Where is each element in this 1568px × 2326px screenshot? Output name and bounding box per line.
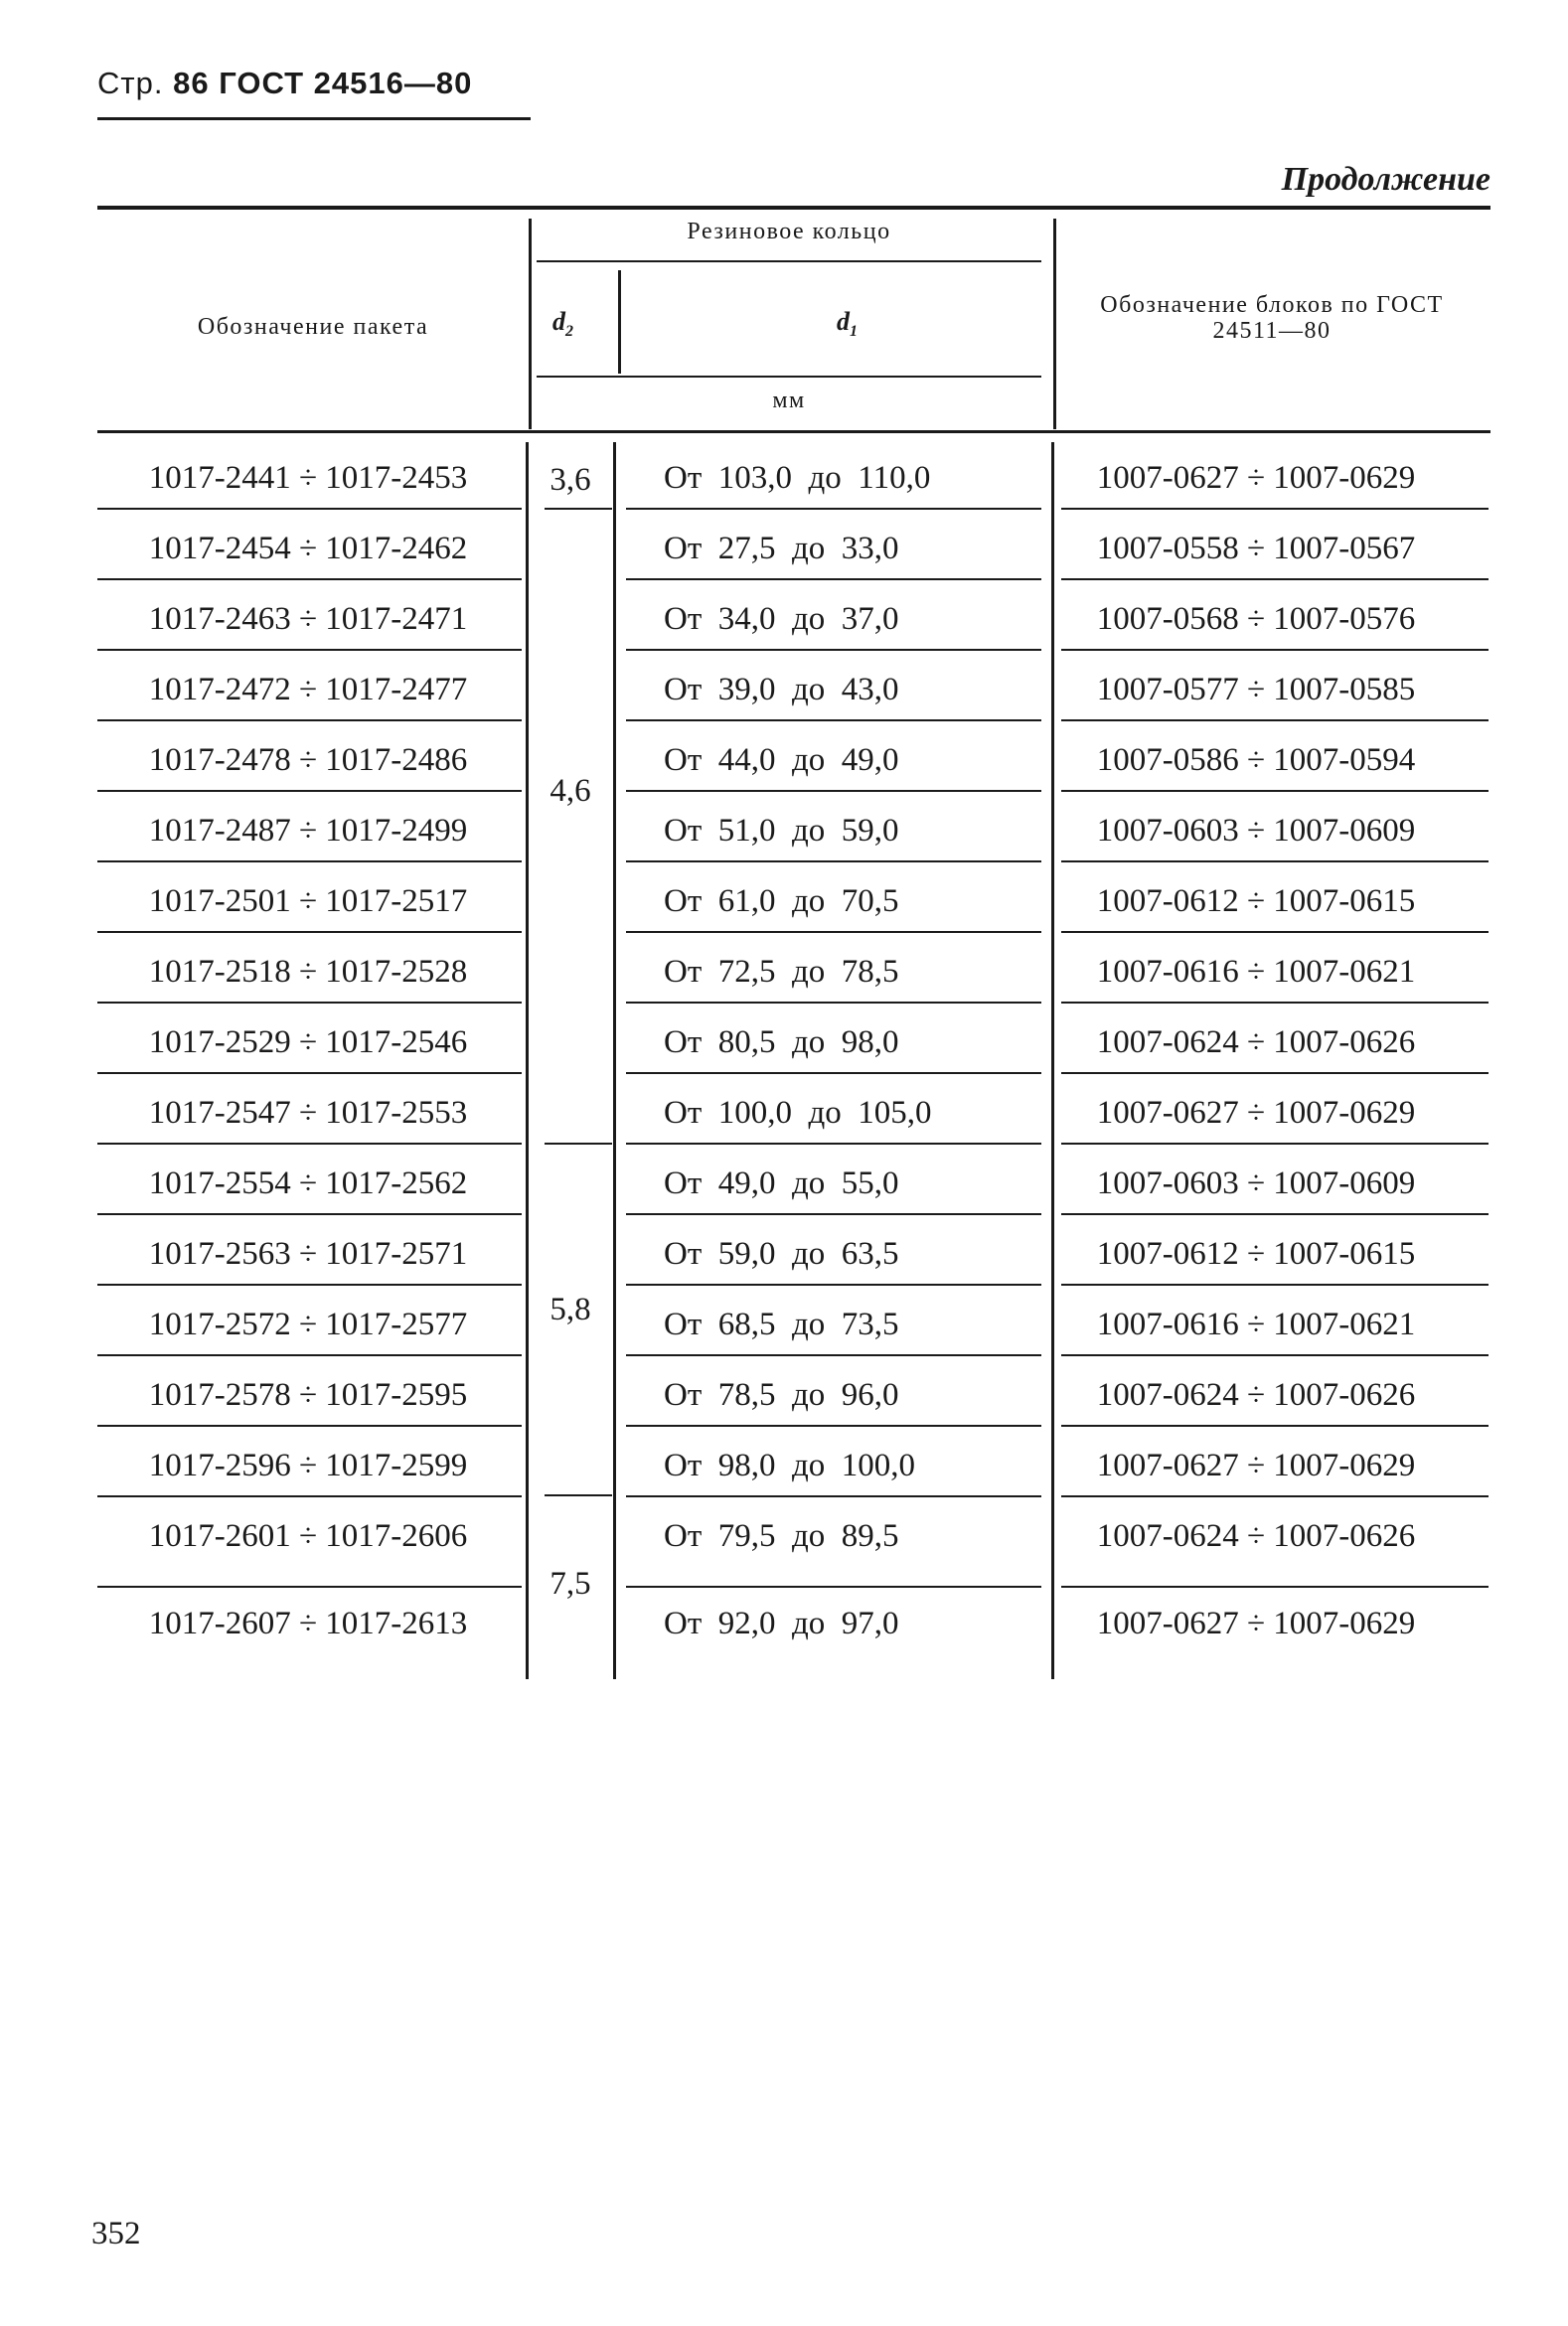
row-underline xyxy=(1061,1495,1489,1497)
row-underline xyxy=(97,719,522,721)
blocks-cell: 1007-0612 ÷ 1007-0615 xyxy=(1096,1236,1416,1272)
package-cell: 1017-2547 ÷ 1017-2553 xyxy=(148,1095,468,1131)
row-underline xyxy=(1061,1213,1489,1215)
d1-cell: От 34,0 до 37,0 xyxy=(664,601,899,637)
package-cell: 1017-2463 ÷ 1017-2471 xyxy=(148,601,468,637)
continuation-label: Продолжение xyxy=(1281,161,1490,198)
row-underline xyxy=(626,860,1041,862)
standard-code: ГОСТ 24516—80 xyxy=(219,66,473,100)
blocks-cell: 1007-0612 ÷ 1007-0615 xyxy=(1096,883,1416,919)
row-underline xyxy=(626,1284,1041,1286)
header-unit: мм xyxy=(772,388,806,413)
row-underline xyxy=(97,649,522,651)
row-underline xyxy=(1061,860,1489,862)
d2-value: 3,6 xyxy=(549,462,591,498)
page-header xyxy=(97,66,472,101)
row-underline xyxy=(97,790,522,792)
row-underline xyxy=(97,931,522,933)
package-cell: 1017-2554 ÷ 1017-2562 xyxy=(148,1165,468,1201)
d2-group-separator xyxy=(545,1494,612,1496)
row-underline xyxy=(1061,508,1489,510)
d1-cell: От 44,0 до 49,0 xyxy=(664,742,899,778)
row-underline xyxy=(626,1586,1041,1588)
row-underline xyxy=(1061,1586,1489,1588)
package-cell: 1017-2487 ÷ 1017-2499 xyxy=(148,813,468,849)
table-top-rule xyxy=(97,206,1490,210)
row-underline xyxy=(97,1586,522,1588)
row-underline xyxy=(97,1143,522,1145)
d2-group-separator xyxy=(545,508,612,510)
blocks-cell: 1007-0616 ÷ 1007-0621 xyxy=(1096,1307,1416,1342)
package-cell: 1017-2501 ÷ 1017-2517 xyxy=(148,883,468,919)
page-label: Стр. xyxy=(97,66,164,100)
package-cell: 1017-2596 ÷ 1017-2599 xyxy=(148,1448,468,1483)
blocks-cell: 1007-0627 ÷ 1007-0629 xyxy=(1096,1606,1416,1641)
header-d2-letter: d xyxy=(552,307,565,336)
package-cell: 1017-2478 ÷ 1017-2486 xyxy=(148,742,468,778)
page-number-top: 86 xyxy=(173,66,210,100)
blocks-cell: 1007-0616 ÷ 1007-0621 xyxy=(1096,954,1416,990)
row-underline xyxy=(97,1213,522,1215)
d2-value: 7,5 xyxy=(549,1566,591,1602)
d1-cell: От 100,0 до 105,0 xyxy=(664,1095,932,1131)
row-underline xyxy=(1061,1425,1489,1427)
row-underline xyxy=(626,649,1041,651)
row-underline xyxy=(626,1002,1041,1004)
row-underline xyxy=(626,1495,1041,1497)
row-underline xyxy=(1061,1143,1489,1145)
d2-value: 4,6 xyxy=(549,773,591,809)
d1-cell: От 92,0 до 97,0 xyxy=(664,1606,899,1641)
d2-group-separator xyxy=(545,1143,612,1145)
d1-cell: От 27,5 до 33,0 xyxy=(664,531,899,566)
d1-cell: От 51,0 до 59,0 xyxy=(664,813,899,849)
row-underline xyxy=(626,1425,1041,1427)
row-underline xyxy=(626,719,1041,721)
package-cell: 1017-2529 ÷ 1017-2546 xyxy=(148,1024,468,1060)
header-vline-3 xyxy=(1053,219,1056,429)
blocks-cell: 1007-0624 ÷ 1007-0626 xyxy=(1096,1377,1416,1413)
d1-cell: От 103,0 до 110,0 xyxy=(664,460,931,496)
row-underline xyxy=(626,578,1041,580)
header-rule xyxy=(97,117,531,120)
header-ring-group: Резиновое кольцо xyxy=(687,219,891,244)
package-cell: 1017-2472 ÷ 1017-2477 xyxy=(148,672,468,707)
page-number-bottom: 352 xyxy=(91,2216,141,2251)
d1-cell: От 79,5 до 89,5 xyxy=(664,1518,899,1554)
row-underline xyxy=(1061,649,1489,651)
row-underline xyxy=(1061,1284,1489,1286)
row-underline xyxy=(626,1354,1041,1356)
header-d1-sub: 1 xyxy=(850,323,858,341)
table-header-bottom-rule xyxy=(97,430,1490,433)
body-vline-3 xyxy=(1051,442,1054,1679)
row-underline xyxy=(626,508,1041,510)
row-underline xyxy=(97,1425,522,1427)
d1-cell: От 61,0 до 70,5 xyxy=(664,883,899,919)
row-underline xyxy=(626,790,1041,792)
unit-rule xyxy=(537,376,1041,378)
header-package: Обозначение пакета xyxy=(197,314,429,340)
d2-value: 5,8 xyxy=(549,1292,591,1327)
blocks-cell: 1007-0577 ÷ 1007-0585 xyxy=(1096,672,1416,707)
d1-cell: От 78,5 до 96,0 xyxy=(664,1377,899,1413)
d1-cell: От 68,5 до 73,5 xyxy=(664,1307,899,1342)
d1-cell: От 49,0 до 55,0 xyxy=(664,1165,899,1201)
blocks-cell: 1007-0603 ÷ 1007-0609 xyxy=(1096,1165,1416,1201)
header-vline-1 xyxy=(529,219,532,429)
d1-cell: От 59,0 до 63,5 xyxy=(664,1236,899,1272)
package-cell: 1017-2441 ÷ 1017-2453 xyxy=(148,460,468,496)
row-underline xyxy=(626,931,1041,933)
row-underline xyxy=(626,1072,1041,1074)
blocks-cell: 1007-0627 ÷ 1007-0629 xyxy=(1096,460,1416,496)
d1-cell: От 80,5 до 98,0 xyxy=(664,1024,899,1060)
package-cell: 1017-2563 ÷ 1017-2571 xyxy=(148,1236,468,1272)
package-cell: 1017-2578 ÷ 1017-2595 xyxy=(148,1377,468,1413)
package-cell: 1017-2518 ÷ 1017-2528 xyxy=(148,954,468,990)
package-cell: 1017-2454 ÷ 1017-2462 xyxy=(148,531,468,566)
package-cell: 1017-2572 ÷ 1017-2577 xyxy=(148,1307,468,1342)
d1-cell: От 72,5 до 78,5 xyxy=(664,954,899,990)
header-d2 xyxy=(552,307,573,341)
header-blocks: Обозначение блоков по ГОСТ 24511—80 xyxy=(1100,292,1444,344)
row-underline xyxy=(1061,719,1489,721)
ring-group-rule xyxy=(537,260,1041,262)
package-cell: 1017-2607 ÷ 1017-2613 xyxy=(148,1606,468,1641)
header-d1-letter: d xyxy=(837,307,850,336)
blocks-cell: 1007-0627 ÷ 1007-0629 xyxy=(1096,1095,1416,1131)
blocks-cell: 1007-0568 ÷ 1007-0576 xyxy=(1096,601,1416,637)
row-underline xyxy=(1061,578,1489,580)
row-underline xyxy=(97,578,522,580)
header-d2-sub: 2 xyxy=(565,323,573,341)
row-underline xyxy=(97,860,522,862)
row-underline xyxy=(626,1143,1041,1145)
header-d1 xyxy=(837,307,858,341)
blocks-cell: 1007-0624 ÷ 1007-0626 xyxy=(1096,1024,1416,1060)
package-cell: 1017-2601 ÷ 1017-2606 xyxy=(148,1518,468,1554)
row-underline xyxy=(97,1002,522,1004)
row-underline xyxy=(1061,790,1489,792)
row-underline xyxy=(97,1354,522,1356)
blocks-cell: 1007-0627 ÷ 1007-0629 xyxy=(1096,1448,1416,1483)
row-underline xyxy=(97,1495,522,1497)
row-underline xyxy=(626,1213,1041,1215)
row-underline xyxy=(97,1072,522,1074)
header-vline-2 xyxy=(618,270,621,374)
d1-cell: От 39,0 до 43,0 xyxy=(664,672,899,707)
blocks-cell: 1007-0586 ÷ 1007-0594 xyxy=(1096,742,1416,778)
blocks-cell: 1007-0624 ÷ 1007-0626 xyxy=(1096,1518,1416,1554)
row-underline xyxy=(1061,1072,1489,1074)
row-underline xyxy=(1061,1002,1489,1004)
body-vline-1 xyxy=(526,442,529,1679)
row-underline xyxy=(97,508,522,510)
row-underline xyxy=(97,1284,522,1286)
blocks-cell: 1007-0558 ÷ 1007-0567 xyxy=(1096,531,1416,566)
row-underline xyxy=(1061,1354,1489,1356)
body-vline-2 xyxy=(613,442,616,1679)
blocks-cell: 1007-0603 ÷ 1007-0609 xyxy=(1096,813,1416,849)
d1-cell: От 98,0 до 100,0 xyxy=(664,1448,916,1483)
row-underline xyxy=(1061,931,1489,933)
